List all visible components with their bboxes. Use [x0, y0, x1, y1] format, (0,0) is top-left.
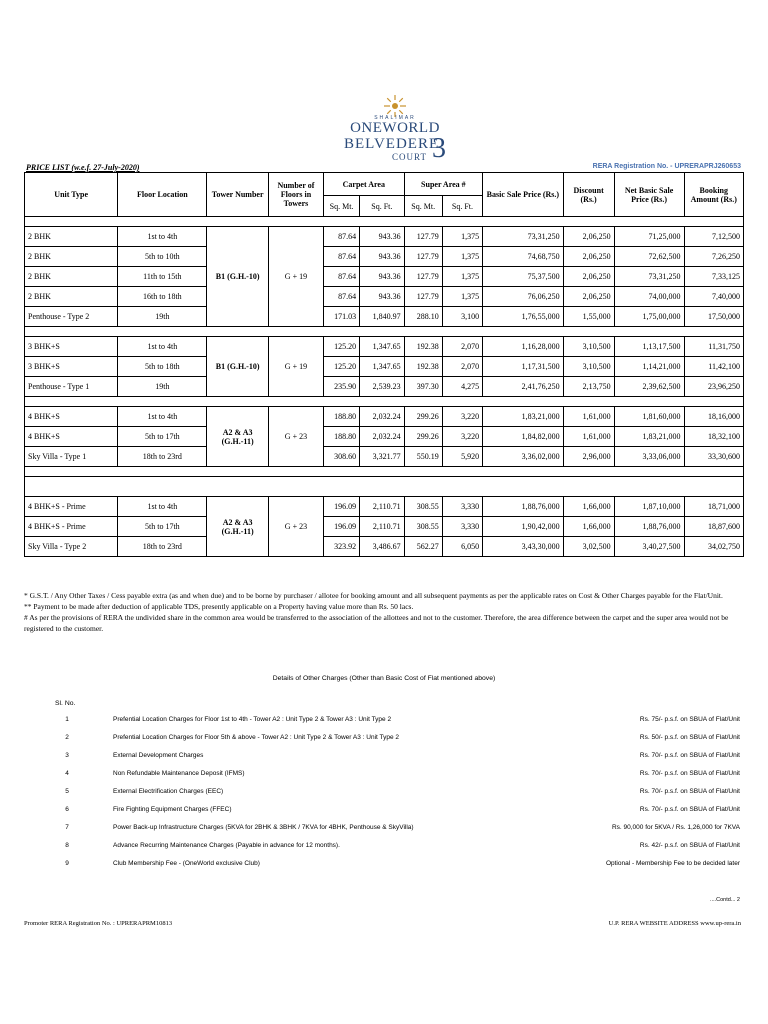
cell-carpet-sqft: 1,840.97 — [360, 307, 405, 327]
cell-net-price: 1,13,17,500 — [614, 337, 684, 357]
charge-number: 6 — [65, 806, 69, 813]
cell-floor: 1st to 4th — [118, 337, 207, 357]
cell-basic-price: 3,36,02,000 — [483, 447, 564, 467]
cell-discount: 1,61,000 — [563, 407, 614, 427]
cell-floor: 1st to 4th — [118, 497, 207, 517]
cell-net-price: 1,14,21,000 — [614, 357, 684, 377]
charge-amount: Rs. 70/- p.s.f. on SBUA of Flat/Unit — [639, 788, 740, 795]
cell-floors: G + 19 — [268, 337, 323, 397]
cell-net-price: 73,31,250 — [614, 267, 684, 287]
cell-super-sqmt: 308.55 — [404, 497, 442, 517]
cell-carpet-sqft: 2,032.24 — [360, 407, 405, 427]
cell-unit: 4 BHK+S - Prime — [25, 517, 118, 537]
charge-number: 3 — [65, 752, 69, 759]
cell-carpet-sqmt: 87.64 — [324, 287, 360, 307]
cell-net-price: 2,39,62,500 — [614, 377, 684, 397]
cell-booking: 7,26,250 — [684, 247, 743, 267]
cell-basic-price: 1,90,42,000 — [483, 517, 564, 537]
table-row — [25, 287, 744, 307]
cell-discount: 2,13,750 — [563, 377, 614, 397]
cell-carpet-sqft: 1,347.65 — [360, 337, 405, 357]
cell-booking: 18,32,100 — [684, 427, 743, 447]
cell-floor: 5th to 10th — [118, 247, 207, 267]
cell-carpet-sqft: 943.36 — [360, 287, 405, 307]
sun-emblem-icon — [382, 95, 408, 117]
charge-description: External Development Charges — [113, 752, 204, 759]
cell-booking: 11,31,750 — [684, 337, 743, 357]
separator-row — [25, 467, 744, 477]
cell-floor: 1st to 4th — [118, 407, 207, 427]
cell-unit: Sky Villa - Type 1 — [25, 447, 118, 467]
cell-basic-price: 1,84,82,000 — [483, 427, 564, 447]
cell-net-price: 3,40,27,500 — [614, 537, 684, 557]
cell-basic-price: 1,17,31,500 — [483, 357, 564, 377]
cell-unit: 2 BHK — [25, 267, 118, 287]
separator-row — [25, 397, 744, 407]
cell-discount: 3,10,500 — [563, 357, 614, 377]
cell-carpet-sqft: 1,347.65 — [360, 357, 405, 377]
table-row — [25, 267, 744, 287]
header-basic-sale-price: Basic Sale Price (Rs.) — [483, 173, 564, 217]
cell-discount: 2,06,250 — [563, 287, 614, 307]
cell-basic-price: 1,88,76,000 — [483, 497, 564, 517]
list-item — [0, 806, 768, 817]
list-item — [0, 788, 768, 799]
header-tower-number: Tower Number — [207, 173, 269, 217]
cell-carpet-sqft: 2,110.71 — [360, 517, 405, 537]
cell-basic-price: 1,76,55,000 — [483, 307, 564, 327]
header-discount: Discount (Rs.) — [563, 173, 614, 217]
header-booking-amount: Booking Amount (Rs.) — [684, 173, 743, 217]
cell-tower: B1 (G.H.-10) — [207, 227, 269, 327]
cell-floor: 19th — [118, 307, 207, 327]
cell-super-sqft: 1,375 — [442, 227, 482, 247]
charge-amount: Rs. 70/- p.s.f. on SBUA of Flat/Unit — [639, 806, 740, 813]
header-number-of-floors: Number of Floors in Towers — [268, 173, 323, 217]
cell-super-sqft: 5,920 — [442, 447, 482, 467]
cell-booking: 23,96,250 — [684, 377, 743, 397]
separator-row — [25, 327, 744, 337]
table-row — [25, 447, 744, 467]
header-floor-location: Floor Location — [118, 173, 207, 217]
table-row — [25, 247, 744, 267]
table-row — [25, 497, 744, 517]
cell-basic-price: 76,06,250 — [483, 287, 564, 307]
cell-super-sqft: 3,100 — [442, 307, 482, 327]
separator-row — [25, 217, 744, 227]
charge-number: 4 — [65, 770, 69, 777]
header-carpet-sqft: Sq. Ft. — [360, 196, 405, 217]
cell-unit: Penthouse - Type 2 — [25, 307, 118, 327]
cell-tower: A2 & A3 (G.H.-11) — [207, 407, 269, 467]
cell-net-price: 72,62,500 — [614, 247, 684, 267]
table-row — [25, 377, 744, 397]
header-carpet-area: Carpet Area — [324, 173, 405, 196]
cell-super-sqft: 3,330 — [442, 517, 482, 537]
cell-discount: 2,06,250 — [563, 247, 614, 267]
cell-floors: G + 23 — [268, 497, 323, 557]
table-row — [25, 517, 744, 537]
promoter-rera-number: Promoter RERA Registration No. : UPRERAPRM10813 — [24, 920, 173, 927]
rera-registration: RERA Registration No. - UPRERAPRJ260653 — [592, 163, 741, 170]
cell-discount: 1,55,000 — [563, 307, 614, 327]
table-row — [25, 307, 744, 327]
cell-super-sqft: 4,275 — [442, 377, 482, 397]
cell-booking: 7,12,500 — [684, 227, 743, 247]
cell-unit: 3 BHK+S — [25, 357, 118, 377]
cell-discount: 2,06,250 — [563, 227, 614, 247]
charge-number: 9 — [65, 860, 69, 867]
notes-section — [24, 590, 744, 634]
cell-super-sqft: 2,070 — [442, 357, 482, 377]
cell-floor: 18th to 23rd — [118, 537, 207, 557]
cell-booking: 7,33,125 — [684, 267, 743, 287]
header-net-basic-sale-price: Net Basic Sale Price (Rs.) — [614, 173, 684, 217]
cell-net-price: 71,25,000 — [614, 227, 684, 247]
header-super-sqft: Sq. Ft. — [442, 196, 482, 217]
cell-floor: 16th to 18th — [118, 287, 207, 307]
charge-number: 8 — [65, 842, 69, 849]
cell-booking: 18,87,600 — [684, 517, 743, 537]
cell-super-sqft: 2,070 — [442, 337, 482, 357]
cell-unit: 4 BHK+S — [25, 407, 118, 427]
cell-carpet-sqft: 3,321.77 — [360, 447, 405, 467]
sl-no-label: Sl. No. — [55, 700, 76, 707]
table-row — [25, 427, 744, 447]
cell-basic-price: 2,41,76,250 — [483, 377, 564, 397]
cell-unit: 4 BHK+S — [25, 427, 118, 447]
header-super-area: Super Area # — [404, 173, 482, 196]
cell-basic-price: 75,37,500 — [483, 267, 564, 287]
cell-super-sqmt: 562.27 — [404, 537, 442, 557]
cell-net-price: 1,81,60,000 — [614, 407, 684, 427]
cell-carpet-sqft: 3,486.67 — [360, 537, 405, 557]
other-charges-title: Details of Other Charges (Other than Basic Cost of Flat mentioned above) — [272, 675, 496, 682]
price-table — [24, 172, 744, 557]
cell-carpet-sqft: 2,032.24 — [360, 427, 405, 447]
charge-amount: Rs. 70/- p.s.f. on SBUA of Flat/Unit — [639, 770, 740, 777]
cell-unit: 2 BHK — [25, 287, 118, 307]
cell-super-sqmt: 288.10 — [404, 307, 442, 327]
cell-super-sqft: 1,375 — [442, 247, 482, 267]
cell-floor: 5th to 18th — [118, 357, 207, 377]
charge-amount: Rs. 90,000 for 5KVA / Rs. 1,26,000 for 7KVA — [611, 824, 740, 831]
cell-super-sqmt: 127.79 — [404, 247, 442, 267]
cell-unit: 2 BHK — [25, 247, 118, 267]
cell-discount: 3,10,500 — [563, 337, 614, 357]
note-rera: # As per the provisions of RERA the undivided share in the common area would be transferred to the association of the allottees and not to the customer. Therefore, the area difference between the carpet and the super area would not be registered to the customer. — [24, 613, 729, 633]
cell-booking: 18,16,000 — [684, 407, 743, 427]
table-row — [25, 407, 744, 427]
charge-description: Non Refundable Maintenance Deposit (IFMS) — [113, 770, 245, 777]
cell-booking: 11,42,100 — [684, 357, 743, 377]
cell-carpet-sqmt: 188.80 — [324, 407, 360, 427]
cell-net-price: 1,83,21,000 — [614, 427, 684, 447]
cell-floor: 5th to 17th — [118, 517, 207, 537]
cell-carpet-sqmt: 308.60 — [324, 447, 360, 467]
cell-floor: 18th to 23rd — [118, 447, 207, 467]
header-unit-type: Unit Type — [25, 173, 118, 217]
cell-unit: 2 BHK — [25, 227, 118, 247]
cell-booking: 18,71,000 — [684, 497, 743, 517]
list-item — [0, 860, 768, 871]
charge-number: 5 — [65, 788, 69, 795]
cell-tower: B1 (G.H.-10) — [207, 337, 269, 397]
cell-carpet-sqmt: 171.03 — [324, 307, 360, 327]
cell-net-price: 74,00,000 — [614, 287, 684, 307]
cell-super-sqmt: 550.19 — [404, 447, 442, 467]
cell-basic-price: 3,43,30,000 — [483, 537, 564, 557]
cell-unit: 4 BHK+S - Prime — [25, 497, 118, 517]
cell-discount: 2,96,000 — [563, 447, 614, 467]
charge-description: Power Back-up Infrastructure Charges (5KVA for 2BHK & 3BHK / 7KVA for 4BHK, Penthouse & SkyVilla) — [113, 824, 414, 831]
cell-net-price: 1,75,00,000 — [614, 307, 684, 327]
cell-floors: G + 23 — [268, 407, 323, 467]
cell-carpet-sqmt: 87.64 — [324, 247, 360, 267]
cell-super-sqmt: 299.26 — [404, 407, 442, 427]
rera-website: U.P. RERA WEBSITE ADDRESS www.up-rera.in — [608, 920, 741, 927]
cell-net-price: 3,33,06,000 — [614, 447, 684, 467]
table-row — [25, 227, 744, 247]
cell-carpet-sqft: 2,539.23 — [360, 377, 405, 397]
brand-top-text: SHALIMAR — [374, 115, 416, 121]
continued-note: ....Contd... 2 — [710, 897, 740, 903]
header-carpet-sqmt: Sq. Mt. — [324, 196, 360, 217]
cell-carpet-sqft: 943.36 — [360, 267, 405, 287]
cell-super-sqft: 6,050 — [442, 537, 482, 557]
charge-number: 2 — [65, 734, 69, 741]
header-super-sqmt: Sq. Mt. — [404, 196, 442, 217]
price-list-title: PRICE LIST (w.e.f. 27-July-2020) — [26, 163, 140, 172]
list-item — [0, 842, 768, 853]
cell-super-sqmt: 308.55 — [404, 517, 442, 537]
cell-super-sqft: 3,330 — [442, 497, 482, 517]
cell-booking: 7,40,000 — [684, 287, 743, 307]
cell-super-sqft: 3,220 — [442, 427, 482, 447]
cell-discount: 2,06,250 — [563, 267, 614, 287]
cell-super-sqft: 3,220 — [442, 407, 482, 427]
cell-tower: A2 & A3 (G.H.-11) — [207, 497, 269, 557]
charge-amount: Optional - Membership Fee to be decided later — [605, 860, 740, 867]
empty-row — [25, 477, 744, 497]
cell-basic-price: 74,68,750 — [483, 247, 564, 267]
cell-discount: 1,61,000 — [563, 427, 614, 447]
table-row — [25, 357, 744, 377]
cell-net-price: 1,88,76,000 — [614, 517, 684, 537]
cell-booking: 34,02,750 — [684, 537, 743, 557]
list-item — [0, 770, 768, 781]
cell-super-sqmt: 192.38 — [404, 357, 442, 377]
cell-carpet-sqft: 943.36 — [360, 227, 405, 247]
list-item — [0, 752, 768, 763]
cell-discount: 1,66,000 — [563, 497, 614, 517]
cell-super-sqmt: 127.79 — [404, 267, 442, 287]
cell-unit: 3 BHK+S — [25, 337, 118, 357]
cell-unit: Penthouse - Type 1 — [25, 377, 118, 397]
cell-super-sqmt: 299.26 — [404, 427, 442, 447]
charge-description: Club Membership Fee - (OneWorld exclusive Club) — [113, 860, 260, 867]
table-row — [25, 337, 744, 357]
cell-floor: 11th to 15th — [118, 267, 207, 287]
charge-description: Fire Fighting Equipment Charges (FFEC) — [113, 806, 232, 813]
cell-basic-price: 73,31,250 — [483, 227, 564, 247]
cell-carpet-sqmt: 188.80 — [324, 427, 360, 447]
cell-carpet-sqmt: 196.09 — [324, 497, 360, 517]
cell-discount: 1,66,000 — [563, 517, 614, 537]
list-item — [0, 716, 768, 727]
brand-sub-text: BELVEDERE — [344, 136, 440, 152]
cell-carpet-sqmt: 87.64 — [324, 227, 360, 247]
charge-amount: Rs. 42/- p.s.f. on SBUA of Flat/Unit — [639, 842, 740, 849]
list-item — [0, 824, 768, 835]
cell-carpet-sqmt: 125.20 — [324, 337, 360, 357]
cell-basic-price: 1,16,28,000 — [483, 337, 564, 357]
cell-booking: 33,30,600 — [684, 447, 743, 467]
charge-description: Advance Recurring Maintenance Charges (Payable in advance for 12 months). — [113, 842, 340, 849]
cell-carpet-sqmt: 323.92 — [324, 537, 360, 557]
cell-super-sqmt: 192.38 — [404, 337, 442, 357]
cell-carpet-sqmt: 125.20 — [324, 357, 360, 377]
brand-main-text: ONEWORLD — [350, 120, 440, 136]
charge-description: External Electrification Charges (EEC) — [113, 788, 224, 795]
charge-amount: Rs. 70/- p.s.f. on SBUA of Flat/Unit — [639, 752, 740, 759]
brand-number: 3 — [432, 133, 446, 164]
cell-floor: 5th to 17th — [118, 427, 207, 447]
cell-carpet-sqft: 2,110.71 — [360, 497, 405, 517]
cell-super-sqmt: 397.30 — [404, 377, 442, 397]
charge-amount: Rs. 50/- p.s.f. on SBUA of Flat/Unit — [639, 734, 740, 741]
cell-super-sqft: 1,375 — [442, 287, 482, 307]
cell-unit: Sky Villa - Type 2 — [25, 537, 118, 557]
cell-discount: 3,02,500 — [563, 537, 614, 557]
cell-carpet-sqmt: 235.90 — [324, 377, 360, 397]
cell-floors: G + 19 — [268, 227, 323, 327]
note-gst: * G.S.T. / Any Other Taxes / Cess payable extra (as and when due) and to be borne by purchaser / allotee for booking amount and all subsequent payments as per the applicable rates on Cost & Other Charges payable for the Flat/Unit. — [24, 591, 723, 600]
cell-carpet-sqmt: 196.09 — [324, 517, 360, 537]
cell-floor: 1st to 4th — [118, 227, 207, 247]
cell-super-sqft: 1,375 — [442, 267, 482, 287]
charge-description: Prefential Location Charges for Floor 1st to 4th - Tower A2 : Unit Type 2 & Tower A3 : Unit Type 2 — [113, 716, 392, 723]
charge-number: 7 — [65, 824, 69, 831]
cell-carpet-sqft: 943.36 — [360, 247, 405, 267]
cell-net-price: 1,87,10,000 — [614, 497, 684, 517]
cell-floor: 19th — [118, 377, 207, 397]
cell-carpet-sqmt: 87.64 — [324, 267, 360, 287]
brand-court-text: COURT — [392, 152, 427, 162]
charge-amount: Rs. 75/- p.s.f. on SBUA of Flat/Unit — [639, 716, 740, 723]
charge-description: Prefential Location Charges for Floor 5th & above - Tower A2 : Unit Type 2 & Tower A3 : Unit Type 2 — [113, 734, 400, 741]
charge-number: 1 — [65, 716, 69, 723]
cell-super-sqmt: 127.79 — [404, 287, 442, 307]
cell-basic-price: 1,83,21,000 — [483, 407, 564, 427]
table-row — [25, 537, 744, 557]
list-item — [0, 734, 768, 745]
cell-booking: 17,50,000 — [684, 307, 743, 327]
cell-super-sqmt: 127.79 — [404, 227, 442, 247]
note-tds: ** Payment to be made after deduction of applicable TDS, presently applicable on a Property having value more than Rs. 50 lacs. — [24, 602, 414, 611]
